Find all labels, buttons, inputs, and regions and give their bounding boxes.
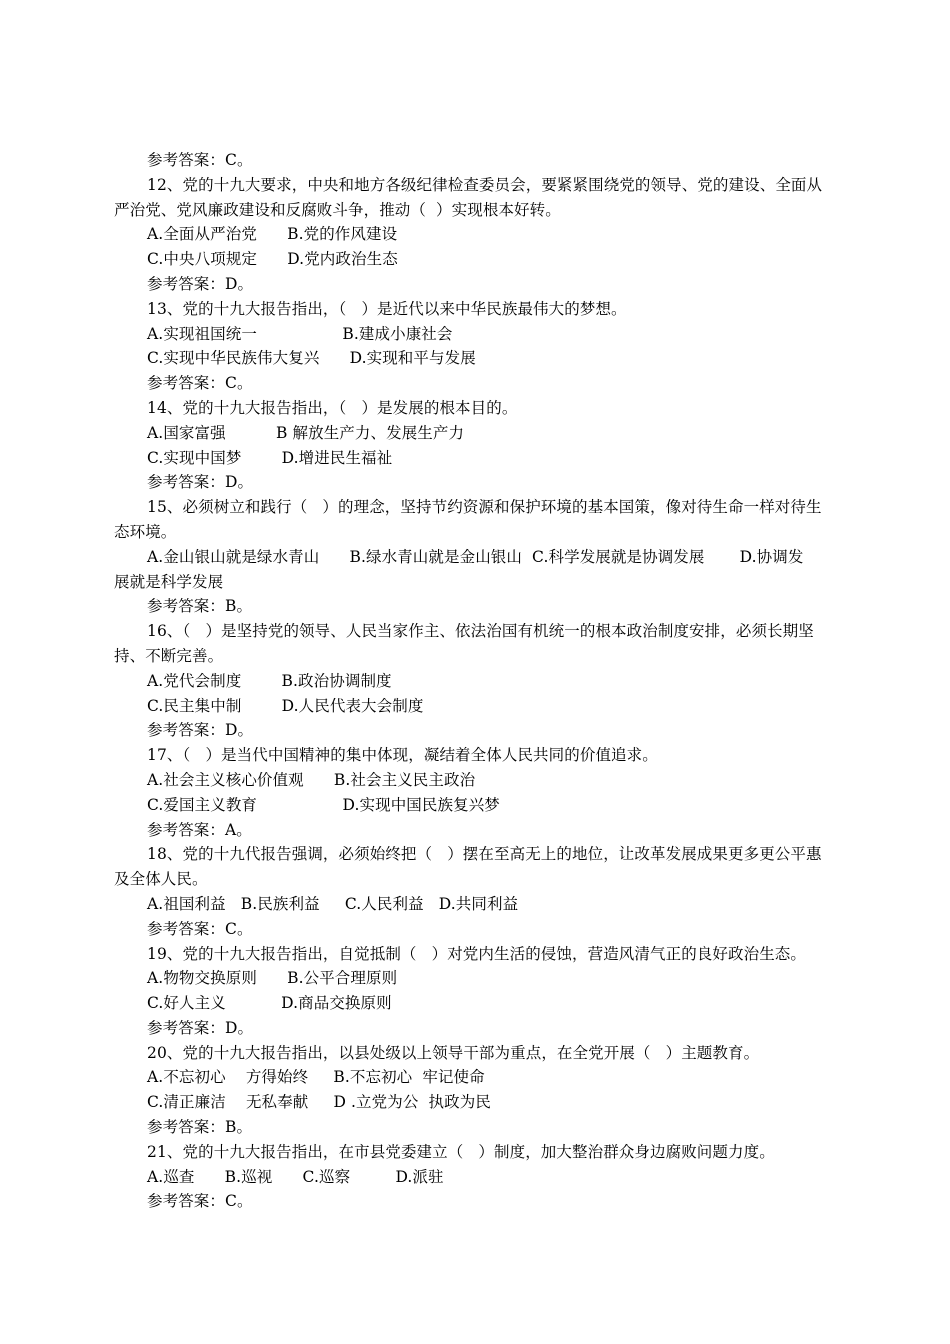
question-18-options: A.祖国利益 B.民族利益 C.人民利益 D.共同利益 xyxy=(147,894,519,913)
question-15-options-cont: 展就是科学发展 xyxy=(114,572,224,591)
question-17-options-ab: A.社会主义核心价值观 B.社会主义民主政治 xyxy=(147,770,476,789)
question-19-options-cd: C.好人主义 D.商品交换原则 xyxy=(147,994,392,1013)
question-21-options: A.巡查 B.巡视 C.巡察 D.派驻 xyxy=(147,1167,444,1186)
question-16: 16、（ ）是坚持党的领导、人民当家作主、依法治国有机统一的根本政治制度安排，必须长期坚 xyxy=(147,622,814,641)
question-16-cont: 持、不断完善。 xyxy=(114,646,224,665)
question-15: 15、必须树立和践行（ ）的理念，坚持节约资源和保护环境的基本国策，像对待生命一样对待生 xyxy=(147,498,822,517)
question-17-options-cd: C.爱国主义教育 D.实现中国民族复兴梦 xyxy=(147,795,500,814)
question-14-options-ab: A.国家富强 B 解放生产力、发展生产力 xyxy=(147,423,465,442)
question-12-options-cd: C.中央八项规定 D.党内政治生态 xyxy=(147,250,398,269)
answer-line: 参考答案：C。 xyxy=(147,919,253,938)
question-15-options: A.金山银山就是绿水青山 B.绿水青山就是金山银山 C.科学发展就是协调发展 D.协调发 xyxy=(147,547,804,566)
question-13: 13、党的十九大报告指出，（ ）是近代以来中华民族最伟大的梦想。 xyxy=(147,299,627,318)
question-15-cont: 态环境。 xyxy=(114,522,177,541)
question-20-options-ab: A.不忘初心 方得始终 B.不忘初心 牢记使命 xyxy=(147,1068,485,1087)
answer-line: 参考答案：C。 xyxy=(147,374,253,393)
question-18-cont: 及全体人民。 xyxy=(114,870,208,889)
question-18: 18、党的十九代报告强调，必须始终把（ ）摆在至高无上的地位，让改革发展成果更多更公平惠 xyxy=(147,845,822,864)
answer-line: 参考答案：D。 xyxy=(147,274,254,293)
question-12-cont: 严治党、党风廉政建设和反腐败斗争，推动（ ）实现根本好转。 xyxy=(114,200,561,219)
question-19: 19、党的十九大报告指出，自觉抵制（ ）对党内生活的侵蚀，营造风清气正的良好政治生态。 xyxy=(147,944,807,963)
answer-line: 参考答案：C。 xyxy=(147,151,253,169)
answer-line: 参考答案：C。 xyxy=(147,1192,253,1211)
question-20-options-cd: C.清正廉洁 无私奉献 D .立党为公 执政为民 xyxy=(147,1093,491,1112)
answer-line: 参考答案：B。 xyxy=(147,597,253,616)
answer-line: 参考答案：B。 xyxy=(147,1118,253,1137)
question-14-options-cd: C.实现中国梦 D.增进民生福祉 xyxy=(147,448,393,467)
answer-line: 参考答案：D。 xyxy=(147,1018,254,1037)
answer-line: 参考答案：A。 xyxy=(147,820,252,839)
question-12: 12、党的十九大要求，中央和地方各级纪律检查委员会，要紧紧围绕党的领导、党的建设、全面从 xyxy=(147,175,823,194)
question-12-options-ab: A.全面从严治党 B.党的作风建设 xyxy=(147,225,398,244)
question-19-options-ab: A.物物交换原则 B.公平合理原则 xyxy=(147,969,398,988)
question-13-options-cd: C.实现中华民族伟大复兴 D.实现和平与发展 xyxy=(147,349,476,368)
question-16-options-cd: C.民主集中制 D.人民代表大会制度 xyxy=(147,696,424,715)
answer-line: 参考答案：D。 xyxy=(147,473,254,492)
document-page xyxy=(114,148,840,1214)
question-17: 17、（ ）是当代中国精神的集中体现，凝结着全体人民共同的价值追求。 xyxy=(147,746,658,765)
question-20: 20、党的十九大报告指出，以县处级以上领导干部为重点，在全党开展（ ）主题教育。 xyxy=(147,1043,760,1062)
question-14: 14、党的十九大报告指出，（ ）是发展的根本目的。 xyxy=(147,398,518,417)
answer-line: 参考答案：D。 xyxy=(147,721,254,740)
question-13-options-ab: A.实现祖国统一 B.建成小康社会 xyxy=(147,324,453,343)
question-16-options-ab: A.党代会制度 B.政治协调制度 xyxy=(147,671,392,690)
question-21: 21、党的十九大报告指出，在市县党委建立（ ）制度，加大整治群众身边腐败问题力度。 xyxy=(147,1142,775,1161)
